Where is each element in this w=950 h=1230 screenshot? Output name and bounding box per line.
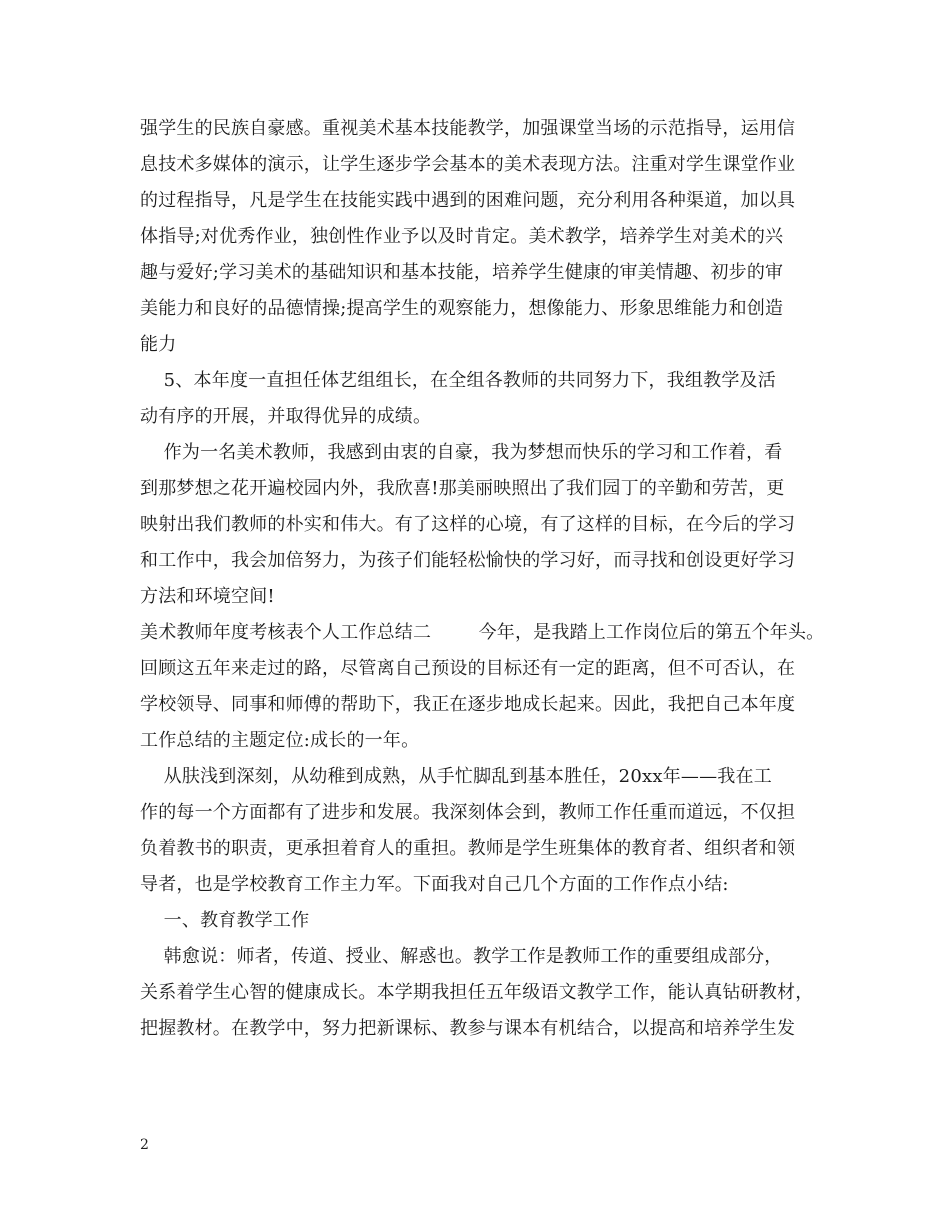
text-line: 动有序的开展，并取得优异的成绩。	[140, 406, 432, 427]
page-number: 2	[140, 1137, 149, 1153]
text-line: 美能力和良好的品德情操;提高学生的观察能力，想像能力、形象思维能力和创造	[140, 298, 784, 319]
text-line: 关系着学生心智的健康成长。本学期我担任五年级语文教学工作，能认真钻研教材，	[140, 982, 814, 1003]
text-line: 导者，也是学校教育工作主力军。下面我对自己几个方面的工作作点小结:	[140, 874, 729, 895]
text-line: 能力	[140, 334, 177, 355]
text-line: 息技术多媒体的演示，让学生逐步学会基本的美术表现方法。注重对学生课堂作业	[140, 154, 796, 175]
text-line: 韩愈说：师者，传道、授业、解惑也。教学工作是教师工作的重要组成部分，	[140, 946, 783, 967]
text-line: 强学生的民族自豪感。重视美术基本技能教学，加强课堂当场的示范指导，运用信	[140, 118, 796, 139]
text-line: 趣与爱好;学习美术的基础知识和基本技能，培养学生健康的审美情趣、初步的审	[140, 262, 784, 283]
text-line: 作的每一个方面都有了进步和发展。我深刻体会到，教师工作任重而道远，不仅担	[140, 802, 796, 823]
text-line: 体指导;对优秀作业，独创性作业予以及时肯定。美术教学，培养学生对美术的兴	[140, 226, 784, 247]
text-line: 映射出我们教师的朴实和伟大。有了这样的心境，有了这样的目标，在今后的学习	[140, 514, 796, 535]
text-line: 和工作中，我会加倍努力，为孩子们能轻松愉快的学习好，而寻找和创设更好学习	[140, 550, 796, 571]
text-line: 学校领导、同事和师傅的帮助下，我正在逐步地成长起来。因此，我把自己本年度	[140, 694, 796, 715]
text-line: 回顾这五年来走过的路，尽管离自己预设的目标还有一定的距离，但不可否认，在	[140, 658, 796, 679]
text-line: 负着教书的职责，更承担着育人的重担。教师是学生班集体的教育者、组织者和领	[140, 838, 796, 859]
text-line: 5、本年度一直担任体艺组组长，在全组各教师的共同努力下，我组教学及活	[140, 370, 776, 391]
text-line: 作为一名美术教师，我感到由衷的自豪，我为梦想而快乐的学习和工作着，看	[140, 442, 783, 463]
text-line: 从肤浅到深刻，从幼稚到成熟，从手忙脚乱到基本胜任，20xx年——我在工	[140, 766, 772, 787]
text-line: 的过程指导，凡是学生在技能实践中遇到的困难问题，充分利用各种渠道，加以具	[140, 190, 796, 211]
section-heading-line: 美术教师年度考核表个人工作总结二 今年，是我踏上工作岗位后的第五个年头。	[140, 622, 825, 643]
subheading-line: 一、教育教学工作	[140, 910, 310, 931]
text-line: 方法和环境空间!	[140, 586, 275, 607]
text-line: 工作总结的主题定位:成长的一年。	[140, 730, 420, 751]
text-line: 到那梦想之花开遍校园内外，我欣喜!那美丽映照出了我们园丁的辛勤和劳苦，更	[140, 478, 785, 499]
text-line: 把握教材。在教学中，努力把新课标、教参与课本有机结合，以提高和培养学生发	[140, 1018, 796, 1039]
